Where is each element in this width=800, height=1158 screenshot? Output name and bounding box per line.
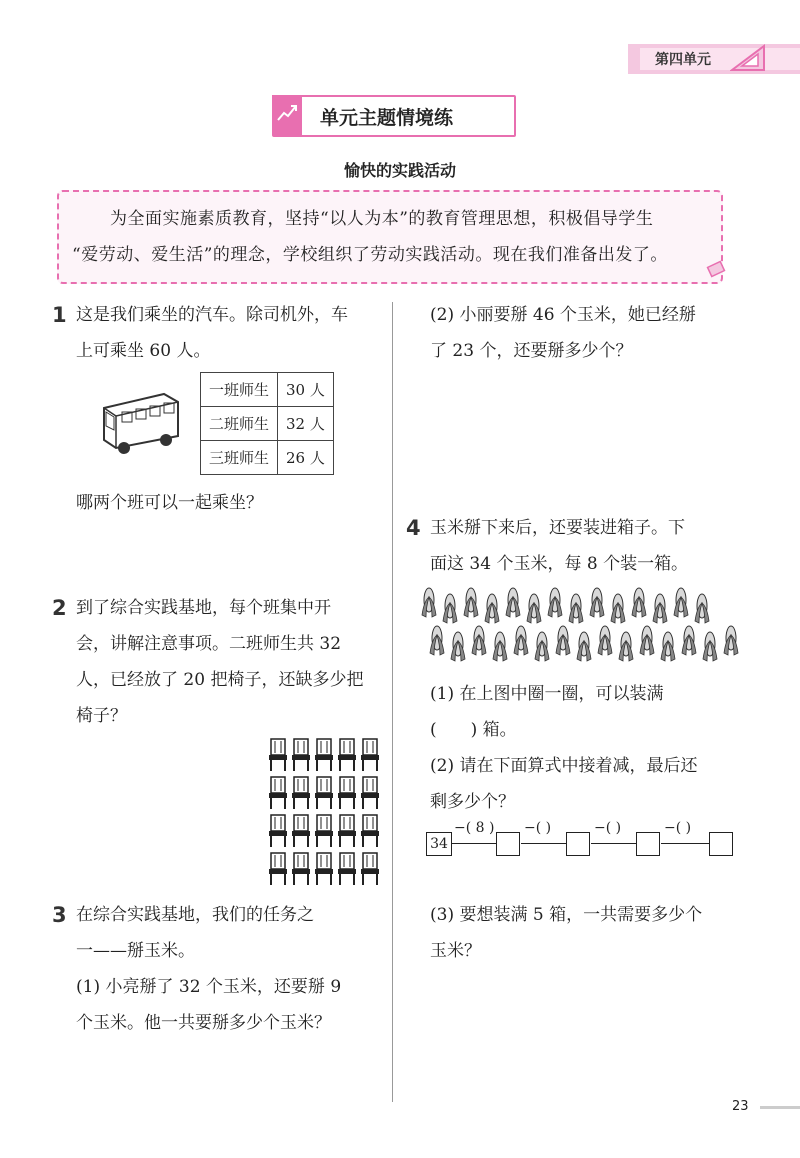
table-row	[201, 441, 334, 475]
chain-answer-box[interactable]	[566, 832, 590, 856]
chairs-grid	[268, 738, 384, 888]
chair-icon	[337, 852, 357, 886]
corn-group	[420, 585, 750, 665]
chair-icon	[360, 852, 380, 886]
corn-icon	[588, 585, 606, 619]
corn-icon	[701, 629, 719, 663]
chair-icon	[268, 738, 288, 772]
corn-icon	[722, 623, 740, 657]
chair-icon	[268, 814, 288, 848]
q4-number: 4	[406, 516, 421, 540]
corn-icon	[575, 629, 593, 663]
corn-icon	[680, 623, 698, 657]
chair-icon	[360, 738, 380, 772]
q1-number: 1	[52, 303, 67, 327]
table-row	[201, 407, 334, 441]
corn-icon	[470, 623, 488, 657]
q2-line: 到了综合实践基地，每个班集中开	[76, 598, 331, 618]
chain-arrow	[591, 843, 636, 844]
corn-icon	[504, 585, 522, 619]
chair-icon	[291, 852, 311, 886]
corn-icon	[491, 629, 509, 663]
q4-part3-line: (3) 要想装满 5 箱，一共需要多少个	[430, 905, 703, 925]
q2-line: 椅子？	[76, 706, 127, 726]
q3-part1-line: (1) 小亮掰了 32 个玉米，还要掰 9	[76, 977, 342, 997]
class-table	[200, 372, 334, 475]
q3-line: 一——掰玉米。	[76, 941, 195, 961]
chair-icon	[314, 738, 334, 772]
corn-icon	[428, 623, 446, 657]
chair-icon	[337, 814, 357, 848]
corn-icon	[533, 629, 551, 663]
q2-line: 会，讲解注意事项。二班师生共 32	[76, 634, 342, 654]
q3-part1-line: 个玉米。他一共要掰多少个玉米？	[76, 1013, 331, 1033]
corn-icon	[630, 585, 648, 619]
q1-line: 上可乘坐 60 人。	[76, 341, 211, 361]
bus-icon	[94, 388, 184, 460]
class-name: 二班师生	[201, 407, 278, 441]
corn-icon	[609, 591, 627, 625]
corn-icon	[659, 629, 677, 663]
chair-icon	[268, 776, 288, 810]
corn-icon	[567, 591, 585, 625]
q4-part1-line: ( ) 箱。	[430, 720, 517, 740]
column-divider	[392, 302, 393, 1102]
class-name: 一班师生	[201, 373, 278, 407]
q4-part2-line: 剩多少个？	[430, 792, 515, 812]
chair-icon	[314, 776, 334, 810]
corn-icon	[596, 623, 614, 657]
corn-icon	[651, 591, 669, 625]
chain-op: −( )	[524, 820, 552, 836]
chair-icon	[291, 776, 311, 810]
chain-op: −( 8 )	[454, 820, 495, 836]
chain-answer-box[interactable]	[636, 832, 660, 856]
corn-icon	[693, 591, 711, 625]
eraser-icon	[706, 258, 728, 280]
chair-icon	[360, 776, 380, 810]
class-name: 三班师生	[201, 441, 278, 475]
activity-subtitle: 愉快的实践活动	[343, 161, 456, 180]
intro-line-2: “爱劳动、爱生活”的理念，学校组织了劳动实践活动。现在我们准备出发了。	[72, 245, 668, 265]
q4-part2-line: (2) 请在下面算式中接着减，最后还	[430, 756, 698, 776]
q2-line: 人，已经放了 20 把椅子，还缺多少把	[76, 670, 364, 690]
q1-line: 这是我们乘坐的汽车。除司机外，车	[76, 305, 348, 325]
chain-arrow	[452, 843, 496, 844]
chair-icon	[360, 814, 380, 848]
class-count: 26 人	[278, 441, 334, 475]
corn-icon	[449, 629, 467, 663]
chain-answer-box[interactable]	[709, 832, 733, 856]
section-title: 单元主题情境练	[320, 107, 454, 129]
chair-icon	[291, 738, 311, 772]
corn-icon	[672, 585, 690, 619]
corn-icon	[554, 623, 572, 657]
chain-op: −( )	[664, 820, 692, 836]
corn-icon	[441, 591, 459, 625]
q4-part1-line: (1) 在上图中圈一圈，可以装满	[430, 684, 664, 704]
q4-line: 玉米掰下来后，还要装进箱子。下	[430, 518, 685, 538]
q3-part2-line: 了 23 个，还要掰多少个？	[430, 341, 633, 361]
page-number: 23	[732, 1099, 749, 1114]
class-count: 30 人	[278, 373, 334, 407]
table-row	[201, 373, 334, 407]
corn-icon	[483, 591, 501, 625]
corn-icon	[617, 629, 635, 663]
corn-icon	[462, 585, 480, 619]
intro-line-1: 为全面实施素质教育，坚持“以人为本”的教育管理思想，积极倡导学生	[110, 209, 654, 229]
chain-answer-box[interactable]	[496, 832, 520, 856]
class-count: 32 人	[278, 407, 334, 441]
q3-line: 在综合实践基地，我们的任务之	[76, 905, 314, 925]
chain-arrow	[661, 843, 709, 844]
chair-icon	[291, 814, 311, 848]
corn-icon	[420, 585, 438, 619]
ruler-icon	[730, 42, 766, 72]
q3-number: 3	[52, 903, 67, 927]
corn-icon	[525, 591, 543, 625]
unit-label: 第四单元	[655, 52, 711, 68]
chair-icon	[314, 814, 334, 848]
q4-part3-line: 玉米？	[430, 941, 481, 961]
chain-arrow	[521, 843, 566, 844]
chain-op: −( )	[594, 820, 622, 836]
chair-icon	[337, 738, 357, 772]
corn-icon	[546, 585, 564, 619]
q1-question: 哪两个班可以一起乘坐？	[76, 493, 263, 513]
q4-line: 面这 34 个玉米，每 8 个装一箱。	[430, 554, 689, 574]
chair-icon	[268, 852, 288, 886]
corn-icon	[638, 623, 656, 657]
q3-part2-line: (2) 小丽要掰 46 个玉米，她已经掰	[430, 305, 696, 325]
chair-icon	[314, 852, 334, 886]
corn-icon	[512, 623, 530, 657]
trend-icon	[276, 102, 298, 124]
q2-number: 2	[52, 596, 67, 620]
page-bar	[760, 1106, 800, 1109]
chair-icon	[337, 776, 357, 810]
chain-start-box: 34	[426, 832, 452, 856]
